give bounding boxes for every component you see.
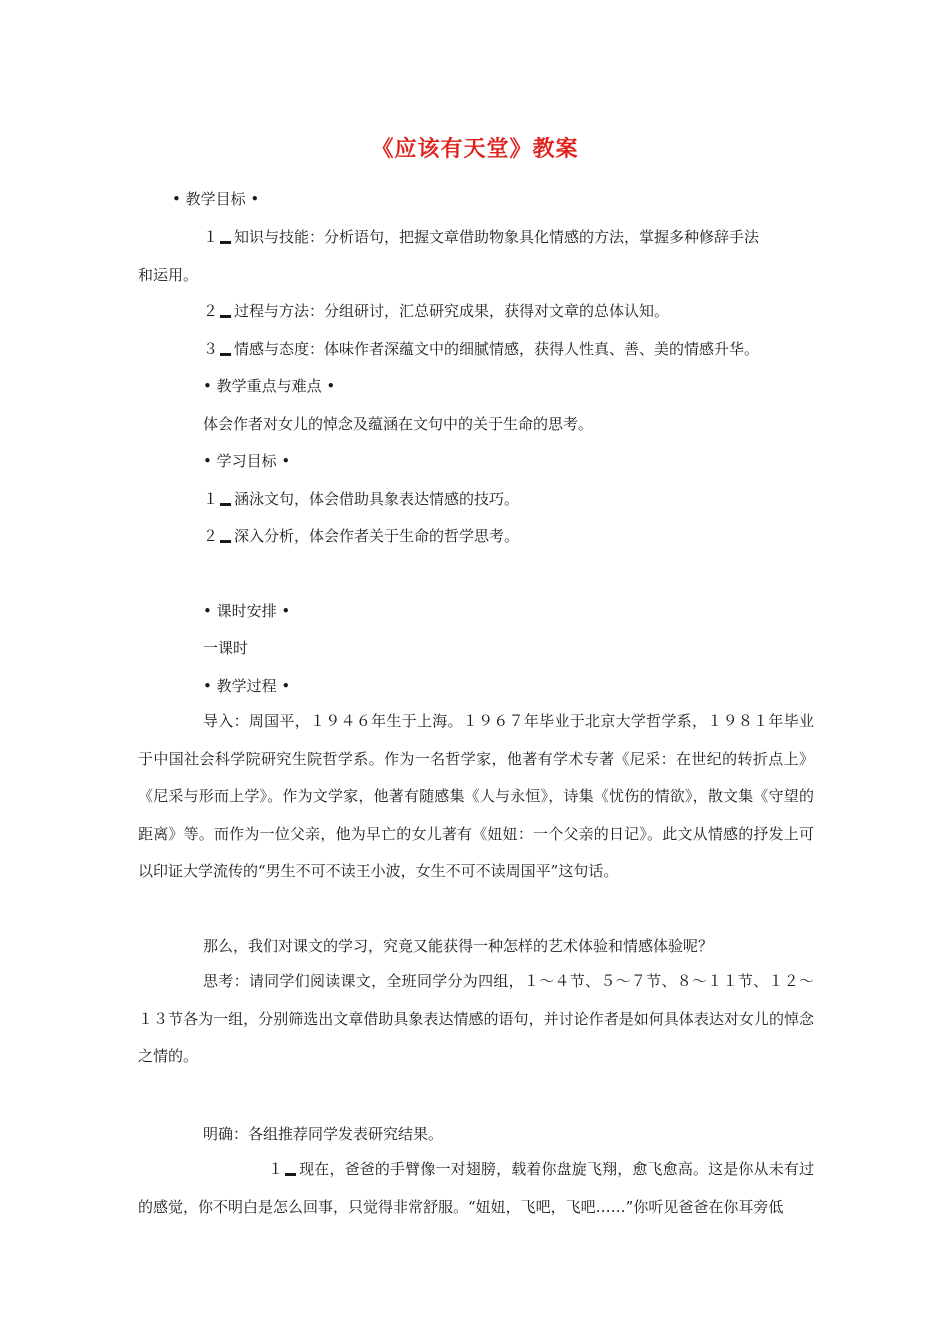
section-header-study-goals: • 学习目标 • [203,452,291,470]
goal-text: 知识与技能：分析语句，把握文章借助物象具化情感的方法，掌握多种修辞手法 [234,228,760,246]
study-number: ２ [203,527,219,545]
list-marker [220,536,231,543]
goal-item-2 [203,300,669,322]
goal-number: １ [203,228,219,246]
goal-item-1 [203,226,759,248]
focus-text: 体会作者对女儿的悼念及蕴涵在文句中的关于生命的思考。 [203,415,594,433]
answer-number: １ [268,1160,284,1178]
study-item-2 [203,525,519,547]
list-marker [220,499,231,506]
intro-paragraph: 导入：周国平，１９４６年生于上海。１９６７年毕业于北京大学哲学系，１９８１年毕业于中国社会科学院研究生院哲学系。作为一名哲学家，他著有学术专著《尼采：在世纪的转折点上》《尼采与形而上学》。作为文学家，他著有随感集《人与永恒》，诗集《忧伤的情欲》，散文集《守望的距离》等。而作为一位父亲，他为早亡的女儿著有《妞妞：一个父亲的日记》。此文从情感的抒发上可以印证大学流传的“男生不可不读王小波，女生不可不读周国平”这句话。 [138,712,814,880]
section-header-focus: • 教学重点与难点 • [203,377,336,395]
answer-item-1 [138,1151,814,1226]
clarify-text: 明确：各组推荐同学发表研究结果。 [203,1125,444,1143]
question-paragraph: 那么，我们对课文的学习，究竟又能获得一种怎样的艺术体验和情感体验呢？ [203,937,714,955]
list-marker [220,311,231,318]
goal-number: ３ [203,340,219,358]
section-header-teaching-goals: • 教学目标 • [172,190,260,208]
list-marker [220,349,231,356]
study-number: １ [203,490,219,508]
think-paragraph: 思考：请同学们阅读课文，全班同学分为四组，１～４节、５～７节、８～１１节、１２～１３节各为一组，分别筛选出文章借助具象表达情感的语句，并讨论作者是如何具体表达对女儿的悼念之情的。 [138,972,814,1065]
schedule-text: 一课时 [203,639,249,657]
section-header-process: • 教学过程 • [203,677,291,695]
goal-text: 过程与方法：分组研讨，汇总研究成果，获得对文章的总体认知。 [234,302,670,320]
goal-number: ２ [203,302,219,320]
study-text: 涵泳文句，体会借助具象表达情感的技巧。 [234,490,520,508]
goal-text: 情感与态度：体味作者深蕴文中的细腻情感，获得人性真、善、美的情感升华。 [234,340,760,358]
list-marker [220,237,231,244]
section-header-schedule: • 课时安排 • [203,602,291,620]
study-item-1 [203,488,519,510]
goal-item-3 [203,338,759,360]
answer-text: 现在，爸爸的手臂像一对翅膀，载着你盘旋飞翔，愈飞愈高。这是你从未有过的感觉，你不明白是怎么回事，只觉得非常舒服。“妞妞，飞吧，飞吧……”你听见爸爸在你耳旁低 [138,1160,814,1216]
study-text: 深入分析，体会作者关于生命的哲学思考。 [234,527,520,545]
document-title: 《应该有天堂》教案 [371,136,579,162]
goal-item-1-continued: 和运用。 [138,266,199,284]
list-marker [285,1169,296,1176]
